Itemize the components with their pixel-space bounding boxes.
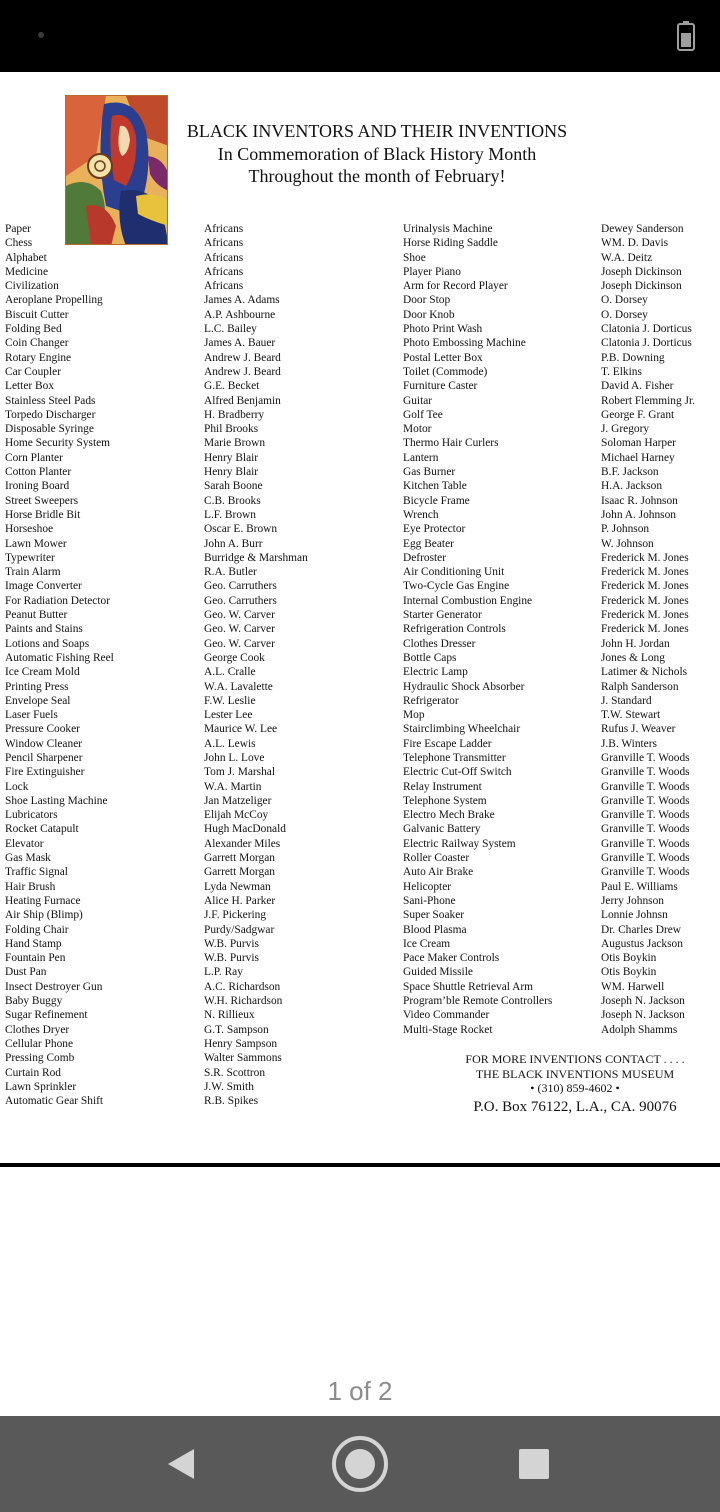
invention-item: Bottle Caps bbox=[403, 651, 457, 664]
inventor-item: W.A. Deitz bbox=[601, 251, 653, 264]
invention-item: Hydraulic Shock Absorber bbox=[403, 680, 525, 693]
inventor-item: C.B. Brooks bbox=[204, 494, 261, 507]
inventor-item: Isaac R. Johnson bbox=[601, 494, 678, 507]
invention-item: Torpedo Discharger bbox=[5, 408, 96, 421]
invention-item: Hair Brush bbox=[5, 880, 56, 893]
invention-item: Window Cleaner bbox=[5, 737, 83, 750]
invention-item: Electric Railway System bbox=[403, 837, 516, 850]
invention-item: Shoe bbox=[403, 251, 426, 264]
invention-item: Photo Embossing Machine bbox=[403, 337, 526, 350]
invention-item: Automatic Fishing Reel bbox=[5, 651, 114, 664]
notification-dot-icon bbox=[38, 32, 44, 38]
invention-item: Baby Buggy bbox=[5, 995, 63, 1008]
invention-item: Traffic Signal bbox=[5, 866, 68, 879]
invention-item: Envelope Seal bbox=[5, 694, 71, 707]
inventor-item: Granville T. Woods bbox=[601, 809, 690, 822]
inventor-item: Granville T. Woods bbox=[601, 780, 690, 793]
invention-item: Thermo Hair Curlers bbox=[403, 437, 499, 450]
inventor-item: Joseph Dickinson bbox=[601, 280, 682, 293]
battery-icon bbox=[677, 21, 695, 51]
invention-item: Bicycle Frame bbox=[403, 494, 470, 507]
inventor-item: Joseph N. Jackson bbox=[601, 1009, 685, 1022]
inventor-item: Hugh MacDonald bbox=[204, 823, 286, 836]
invention-item: Electro Mech Brake bbox=[403, 809, 495, 822]
invention-item: Roller Coaster bbox=[403, 852, 470, 865]
inventor-item: L.C. Bailey bbox=[204, 323, 257, 336]
inventor-item: H.A. Jackson bbox=[601, 480, 663, 493]
inventors-column-2 bbox=[601, 222, 695, 1037]
inventor-item: Africans bbox=[204, 223, 244, 235]
document-title bbox=[160, 120, 594, 188]
invention-item: Super Soaker bbox=[403, 909, 465, 922]
inventor-item: N. Rillieux bbox=[204, 1009, 255, 1022]
inventor-item: A.P. Ashbourne bbox=[204, 308, 276, 321]
invention-item: Stainless Steel Pads bbox=[5, 394, 96, 407]
invention-item: Electric Cut-Off Switch bbox=[403, 766, 512, 779]
inventor-item: A.L. Cralle bbox=[204, 666, 256, 679]
invention-item: Urinalysis Machine bbox=[403, 223, 493, 235]
inventor-item: John A. Johnson bbox=[601, 508, 677, 521]
invention-item: Telephone System bbox=[403, 794, 487, 807]
inventor-item: Granville T. Woods bbox=[601, 837, 690, 850]
inventor-item: Jerry Johnson bbox=[601, 894, 664, 907]
inventor-item: Geo. Carruthers bbox=[204, 580, 277, 593]
inventor-item: Henry Blair bbox=[204, 466, 259, 479]
invention-item: Electric Lamp bbox=[403, 666, 468, 679]
invention-item: Lock bbox=[5, 780, 29, 793]
inventor-item: Elijah McCoy bbox=[204, 809, 269, 822]
inventor-item: Maurice W. Lee bbox=[204, 723, 278, 736]
inventor-item: A.C. Richardson bbox=[204, 980, 281, 993]
inventor-item: Garrett Morgan bbox=[204, 866, 275, 879]
inventor-item: John L. Love bbox=[204, 751, 265, 764]
invention-item: For Radiation Detector bbox=[5, 594, 111, 607]
inventor-item: Latimer & Nichols bbox=[601, 666, 688, 679]
inventor-item: James A. Bauer bbox=[204, 337, 276, 350]
invention-item: Disposable Syringe bbox=[5, 423, 94, 436]
inventor-item: G.T. Sampson bbox=[204, 1023, 269, 1036]
inventions-column-1 bbox=[5, 222, 114, 1108]
inventor-item: J.W. Smith bbox=[204, 1080, 254, 1093]
inventor-item: Granville T. Woods bbox=[601, 794, 690, 807]
title-line: BLACK INVENTORS AND THEIR INVENTIONS bbox=[186, 121, 568, 141]
invention-item: Insect Destroyer Gun bbox=[5, 980, 103, 993]
inventor-item: James A. Adams bbox=[204, 294, 280, 307]
invention-item: Air Ship (Blimp) bbox=[5, 909, 83, 922]
mailing-address: P.O. Box 76122, L.A., CA. 90076 bbox=[473, 1098, 677, 1115]
invention-item: Horse Bridle Bit bbox=[5, 508, 81, 521]
invention-item: Folding Chair bbox=[5, 923, 69, 936]
invention-item: Lawn Mower bbox=[5, 537, 67, 550]
inventor-item: Walter Sammons bbox=[204, 1052, 282, 1065]
invention-item: Guitar bbox=[403, 394, 433, 407]
inventor-item: H. Bradberry bbox=[204, 408, 265, 421]
subtitle-line: In Commemoration of Black History Month bbox=[217, 143, 537, 164]
invention-item: Horse Riding Saddle bbox=[403, 237, 498, 250]
inventor-item: J.B. Winters bbox=[601, 737, 657, 750]
inventor-item: Alice H. Parker bbox=[204, 894, 276, 907]
invention-item: Space Shuttle Retrieval Arm bbox=[403, 980, 534, 993]
invention-item: Street Sweepers bbox=[5, 494, 79, 507]
subtitle-line: Throughout the month of February! bbox=[248, 166, 506, 186]
inventor-item: Burridge & Marshman bbox=[204, 551, 308, 564]
inventor-item: Frederick M. Jones bbox=[601, 623, 689, 636]
invention-item: Wrench bbox=[403, 508, 439, 521]
inventor-item: Granville T. Woods bbox=[601, 852, 690, 865]
inventor-item: P.B. Downing bbox=[601, 351, 665, 364]
invention-item: Medicine bbox=[5, 265, 49, 278]
status-bar bbox=[0, 0, 720, 72]
invention-item: Pressing Comb bbox=[5, 1052, 75, 1065]
inventor-item: Purdy/Sadgwar bbox=[204, 923, 275, 936]
inventor-item: Paul E. Williams bbox=[601, 880, 678, 893]
invention-item: Photo Print Wash bbox=[403, 323, 483, 336]
invention-item: Heating Furnace bbox=[5, 894, 81, 907]
inventor-item: Michael Harney bbox=[601, 451, 675, 464]
invention-item: Cotton Planter bbox=[5, 466, 72, 479]
invention-item: Lubricators bbox=[5, 809, 58, 822]
invention-item: Pencil Sharpener bbox=[5, 751, 83, 764]
invention-item: Fire Extinguisher bbox=[5, 766, 85, 779]
inventor-item: George F. Grant bbox=[601, 408, 675, 421]
inventor-item: Alfred Benjamin bbox=[204, 394, 281, 407]
inventor-item: Phil Brooks bbox=[204, 423, 259, 436]
inventor-item: Joseph Dickinson bbox=[601, 265, 682, 278]
contact-line: FOR MORE INVENTIONS CONTACT . . . . bbox=[465, 1052, 685, 1066]
invention-item: Motor bbox=[403, 423, 432, 436]
invention-item: Ice Cream bbox=[403, 937, 451, 950]
invention-item: Automatic Gear Shift bbox=[5, 1095, 104, 1108]
inventor-item: W.H. Richardson bbox=[204, 995, 283, 1008]
inventor-item: Rufus J. Weaver bbox=[601, 723, 676, 736]
home-button[interactable] bbox=[310, 1416, 410, 1512]
inventor-item: G.E. Becket bbox=[204, 380, 260, 393]
invention-item: Sani-Phone bbox=[403, 894, 456, 907]
inventor-item: Robert Flemming Jr. bbox=[601, 394, 695, 407]
invention-item: Rocket Catapult bbox=[5, 823, 79, 836]
invention-item: Arm for Record Player bbox=[403, 280, 508, 293]
invention-item: Door Knob bbox=[403, 308, 455, 321]
inventor-item: B.F. Jackson bbox=[601, 466, 659, 479]
inventor-item: Geo. W. Carver bbox=[204, 609, 275, 622]
invention-item: Toilet (Commode) bbox=[403, 365, 488, 378]
inventor-item: O. Dorsey bbox=[601, 294, 648, 307]
inventor-item: R.B. Spikes bbox=[204, 1095, 259, 1108]
inventor-item: Adolph Shamms bbox=[601, 1023, 678, 1036]
invention-item: Train Alarm bbox=[5, 566, 61, 579]
inventor-item: T.W. Stewart bbox=[601, 709, 661, 722]
inventor-item: Sarah Boone bbox=[204, 480, 263, 493]
invention-item: Typewriter bbox=[5, 551, 55, 564]
invention-item: Letter Box bbox=[5, 380, 55, 393]
invention-item: Paper bbox=[5, 223, 31, 235]
inventor-item: Tom J. Marshal bbox=[204, 766, 276, 779]
invention-item: Clothes Dresser bbox=[403, 637, 476, 650]
inventor-item: Frederick M. Jones bbox=[601, 580, 689, 593]
inventor-item: Henry Sampson bbox=[204, 1037, 278, 1050]
invention-item: Fire Escape Ladder bbox=[403, 737, 492, 750]
invention-item: Internal Combustion Engine bbox=[403, 594, 533, 607]
invention-item: Paints and Stains bbox=[5, 623, 83, 636]
inventor-item: Granville T. Woods bbox=[601, 866, 690, 879]
invention-item: Multi-Stage Rocket bbox=[403, 1023, 493, 1036]
inventor-item: Dr. Charles Drew bbox=[601, 923, 682, 936]
invention-item: Video Commander bbox=[403, 1009, 490, 1022]
inventor-item: Andrew J. Beard bbox=[204, 351, 281, 364]
recent-square-icon bbox=[518, 1448, 550, 1480]
museum-name: THE BLACK INVENTIONS MUSEUM bbox=[475, 1066, 675, 1081]
invention-item: Telephone Transmitter bbox=[403, 751, 506, 764]
inventor-item: Clatonia J. Dorticus bbox=[601, 337, 692, 350]
inventor-item: P. Johnson bbox=[601, 523, 650, 536]
inventor-item: Frederick M. Jones bbox=[601, 551, 689, 564]
invention-item: Pressure Cooker bbox=[5, 723, 80, 736]
inventor-item: J. Standard bbox=[601, 694, 652, 707]
phone-number: • (310) 859-4602 • bbox=[530, 1081, 620, 1095]
inventor-item: Frederick M. Jones bbox=[601, 566, 689, 579]
invention-item: Image Converter bbox=[5, 580, 82, 593]
invention-item: Fountain Pen bbox=[5, 952, 66, 965]
inventor-item: Granville T. Woods bbox=[601, 751, 690, 764]
inventor-item: W.A. Martin bbox=[204, 780, 262, 793]
inventor-item: Frederick M. Jones bbox=[601, 594, 689, 607]
invention-item: Kitchen Table bbox=[403, 480, 467, 493]
inventor-item: Jones & Long bbox=[601, 651, 665, 664]
invention-item: Helicopter bbox=[403, 880, 452, 893]
inventor-item: Andrew J. Beard bbox=[204, 365, 281, 378]
invention-item: Elevator bbox=[5, 837, 44, 850]
inventors-column-1 bbox=[204, 222, 308, 1108]
inventor-item: J. Gregory bbox=[601, 423, 650, 436]
invention-item: Biscuit Cutter bbox=[5, 308, 69, 321]
invention-item: Coin Changer bbox=[5, 337, 69, 350]
home-circle-icon bbox=[331, 1435, 389, 1493]
inventor-item: Lonnie Johnsn bbox=[601, 909, 668, 922]
invention-item: Blood Plasma bbox=[403, 923, 467, 936]
inventor-item: Jan Matzeliger bbox=[204, 794, 272, 807]
invention-item: Printing Press bbox=[5, 680, 69, 693]
inventor-item: Africans bbox=[204, 280, 244, 293]
inventor-item: L.P. Ray bbox=[204, 966, 243, 979]
invention-item: Player Piano bbox=[403, 265, 461, 278]
inventor-item: Africans bbox=[204, 237, 244, 250]
inventor-item: George Cook bbox=[204, 651, 265, 664]
inventor-item: David A. Fisher bbox=[601, 380, 674, 393]
inventor-item: Otis Boykin bbox=[601, 952, 657, 965]
inventor-item: Garrett Morgan bbox=[204, 852, 275, 865]
navigation-bar bbox=[0, 1416, 720, 1512]
invention-item: Defroster bbox=[403, 551, 447, 564]
inventor-item: L.F. Brown bbox=[204, 508, 256, 521]
invention-item: Sugar Refinement bbox=[5, 1009, 88, 1022]
invention-item: Alphabet bbox=[5, 251, 47, 264]
inventor-item: Alexander Miles bbox=[204, 837, 281, 850]
invention-item: Door Stop bbox=[403, 294, 451, 307]
contact-block bbox=[455, 1052, 695, 1117]
inventor-item: R.A. Butler bbox=[204, 566, 257, 579]
invention-item: Peanut Butter bbox=[5, 609, 68, 622]
invention-item: Lotions and Soaps bbox=[5, 637, 90, 650]
invention-item: Gas Mask bbox=[5, 852, 51, 865]
inventor-item: Marie Brown bbox=[204, 437, 266, 450]
inventor-item: Augustus Jackson bbox=[601, 937, 683, 950]
invention-item: Home Security System bbox=[5, 437, 111, 450]
page-divider bbox=[0, 1163, 720, 1167]
inventor-item: Granville T. Woods bbox=[601, 823, 690, 836]
inventor-item: Lester Lee bbox=[204, 709, 253, 722]
invention-item: Hand Stamp bbox=[5, 937, 62, 950]
inventor-item: John A. Burr bbox=[204, 537, 263, 550]
invention-item: Galvanic Battery bbox=[403, 823, 481, 836]
invention-item: Cellular Phone bbox=[5, 1037, 74, 1050]
recent-apps-button[interactable] bbox=[484, 1416, 584, 1512]
inventions-column-2 bbox=[403, 222, 552, 1037]
invention-item: Lawn Sprinkler bbox=[5, 1080, 77, 1093]
invention-item: Civilization bbox=[5, 280, 59, 293]
invention-item: Shoe Lasting Machine bbox=[5, 794, 108, 807]
invention-item: Clothes Dryer bbox=[5, 1023, 70, 1036]
invention-item: Curtain Rod bbox=[5, 1066, 62, 1079]
inventor-item: Joseph N. Jackson bbox=[601, 995, 685, 1008]
invention-item: Furniture Caster bbox=[403, 380, 478, 393]
invention-item: Eye Protector bbox=[403, 523, 466, 536]
invention-item: Lantern bbox=[403, 451, 439, 464]
invention-item: Mop bbox=[403, 709, 425, 722]
inventor-item: Africans bbox=[204, 251, 244, 264]
invention-item: Relay Instrument bbox=[403, 780, 482, 793]
invention-item: Auto Air Brake bbox=[403, 866, 474, 879]
inventor-item: J.F. Pickering bbox=[204, 909, 267, 922]
inventor-item: WM. D. Davis bbox=[601, 237, 669, 250]
invention-item: Program’ble Remote Controllers bbox=[403, 995, 553, 1008]
invention-item: Chess bbox=[5, 237, 33, 250]
invention-item: Pace Maker Controls bbox=[403, 952, 500, 965]
invention-item: Air Conditioning Unit bbox=[403, 566, 505, 579]
invention-item: Guided Missile bbox=[403, 966, 473, 979]
inventor-item: Soloman Harper bbox=[601, 437, 676, 450]
inventor-item: John H. Jordan bbox=[601, 637, 670, 650]
invention-item: Stairclimbing Wheelchair bbox=[403, 723, 521, 736]
invention-item: Refrigerator bbox=[403, 694, 459, 707]
back-triangle-icon bbox=[166, 1447, 196, 1481]
inventor-item: Geo. W. Carver bbox=[204, 623, 275, 636]
inventor-item: Frederick M. Jones bbox=[601, 609, 689, 622]
inventor-item: Ralph Sanderson bbox=[601, 680, 679, 693]
invention-item: Golf Tee bbox=[403, 408, 443, 421]
page-indicator: 1 of 2 bbox=[327, 1376, 393, 1406]
inventor-item: W.B. Purvis bbox=[204, 937, 259, 950]
invention-item: Ice Cream Mold bbox=[5, 666, 80, 679]
invention-item: Laser Fuels bbox=[5, 709, 58, 722]
invention-item: Refrigeration Controls bbox=[403, 623, 506, 636]
invention-item: Car Coupler bbox=[5, 365, 61, 378]
inventor-item: O. Dorsey bbox=[601, 308, 648, 321]
inventor-item: Dewey Sanderson bbox=[601, 223, 684, 235]
inventor-item: W. Johnson bbox=[601, 537, 654, 550]
inventor-item: Henry Blair bbox=[204, 451, 259, 464]
inventor-item: Africans bbox=[204, 265, 244, 278]
invention-item: Ironing Board bbox=[5, 480, 70, 493]
inventor-item: F.W. Leslie bbox=[204, 694, 256, 707]
invention-item: Postal Letter Box bbox=[403, 351, 483, 364]
invention-item: Two-Cycle Gas Engine bbox=[403, 580, 510, 593]
inventor-item: S.R. Scottron bbox=[204, 1066, 266, 1079]
inventor-item: WM. Harwell bbox=[601, 980, 665, 993]
invention-item: Dust Pan bbox=[5, 966, 47, 979]
inventor-item: Geo. Carruthers bbox=[204, 594, 277, 607]
invention-item: Gas Burner bbox=[403, 466, 456, 479]
inventor-item: T. Elkins bbox=[601, 365, 642, 378]
inventor-item: W.A. Lavalette bbox=[204, 680, 273, 693]
back-button[interactable] bbox=[131, 1416, 231, 1512]
invention-item: Horseshoe bbox=[5, 523, 54, 536]
inventor-item: W.B. Purvis bbox=[204, 952, 259, 965]
invention-item: Rotary Engine bbox=[5, 351, 72, 364]
inventor-item: A.L. Lewis bbox=[204, 737, 256, 750]
invention-item: Folding Bed bbox=[5, 323, 62, 336]
inventor-item: Geo. W. Carver bbox=[204, 637, 275, 650]
invention-item: Egg Beater bbox=[403, 537, 454, 550]
inventor-item: Granville T. Woods bbox=[601, 766, 690, 779]
invention-item: Aeroplane Propelling bbox=[5, 294, 103, 307]
invention-item: Corn Planter bbox=[5, 451, 63, 464]
invention-item: Starter Generator bbox=[403, 609, 482, 622]
inventor-item: Oscar E. Brown bbox=[204, 523, 278, 536]
inventor-item: Clatonia J. Dorticus bbox=[601, 323, 692, 336]
inventor-item: Lyda Newman bbox=[204, 880, 271, 893]
inventor-item: Otis Boykin bbox=[601, 966, 657, 979]
